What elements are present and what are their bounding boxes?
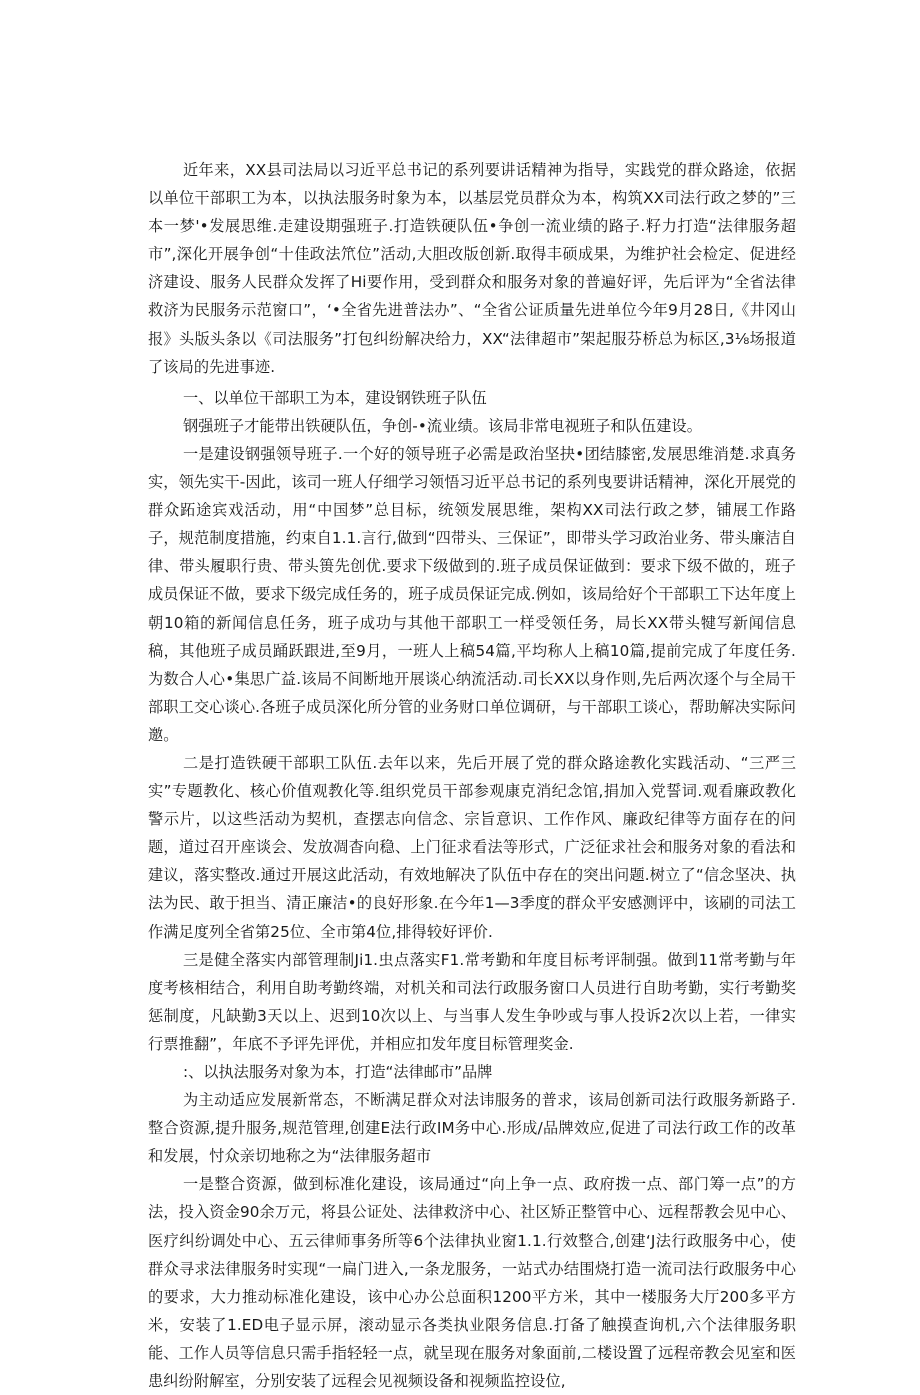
section-2-point-1-paragraph: 一是整合资源，做到标准化建设，该局通过“向上争一点、政府拨一点、部门筹一点”的方法，投入资金90余万元，将县公证处、法律救济中心、社区矫正整管中心、远程帮教会见中心、医疗纠纷调处中心、五云律师事务所等6个法律执业窗1.1.行效整合,创建‘J法行政服务中心，使群众寻求法律服务时实现“一扁门进入,一条龙服务，一站式办结围烧打造一流司法行政服务中心的要求，大力推动标准化建设，该中心办公总面积1200平方米，其中一楼服务大厅200多平方米，安装了1.ED电子显示屏，滚动显示各类执业限务信息.打备了触摸查询机,六个法律服务职能、工作人员等信息只需手指轻轻一点，就呈现在服务对象面前,二楼设置了远程帝教会见室和医患纠纷附解室，分别安装了远程会见视频设备和视频监控设位, bbox=[148, 1175, 796, 1391]
section-1-lead-paragraph: 钢强班子才能带出铁硬队伍，争创-•流业绩。该局非常电视班子和队伍建设。 bbox=[182, 416, 703, 435]
section-1-point-2-paragraph: 二是打造铁硬干部职工队伍.去年以来，先后开展了党的群众路途教化实践活动、“三严三实”专题教化、核心价值观教化等.组织党员干部参观康克消纪念馆,捐加入党誓词.观看廉政教化警示片，以这些活动为契机，查摆志向信念、宗旨意识、工作作风、廉政纪律等方面存在的问题，道过召开座谈会、发放凋杳向稳、上门征求看法等形式，广泛征求社会和服务对象的看法和建议，落实整改.通过开展这此活动，有效地解决了队伍中存在的突出问题.树立了“信念坚决、执法为民、敢于担当、清正廉洁•的良好形象.在今年1—3季度的群众平安感测评中，该刷的司法工作满足度列全省第25位、全市第4位,排得较好评价. bbox=[148, 753, 796, 941]
document-body bbox=[148, 156, 796, 1395]
section-1-point-1-paragraph: 一是建设钢强领导班子.一个好的领导班子必需是政治坚抉•团结膝密,发展思维消楚.求真务实，领先实干-因此，该司一班人仔细学习领悟习近平总书记的系列曳要讲话精神，深化开展党的群众跖途宾戏活动，用“中国梦”总目标，统领发展思维，架构XX司法行政之梦，铺展工作路子，规范制度措施，约束自1.1.言行,做到“四带头、三保证”，即带头学习政治业务、带头廉洁自律、带头履职行贵、带头篑先创优.要求下级做到的.班子成员保证做到：要求下级不做的，班子成员保证不做，要求下级完成任务的，班子成员保证完成.例如，该局给好个干部职工下达年度上朝10箱的新闻信息任务，班子成功与其他干部职工一样受领任务，局长XX带头犍写新闻信息稿，其他班子成员踊跃跟进,至9月，一班人上稿54篇,平均称人上稿10篇,提前完成了年度任务.为数合人心•集思广益.该局不间断地开展谈心纳流活动.司长XX以身作则,先后两次逐个与全局干部职工交心谈心.各班子成员深化所分管的业务财口单位调研，与干部职工谈心，帮助解决实际问邀。 bbox=[148, 444, 796, 744]
section-heading-1: 一、以单位干部职工为本，建设钢铁班子队伍 bbox=[182, 388, 487, 407]
section-heading-2: :、以执法服务对象为本，打造“法律邮市”品牌 bbox=[182, 1063, 493, 1081]
section-1-point-3-paragraph: 三是健全落实内部管理制Ji1.虫点落实F1.常考勤和年度目标考评制强。做到11常考勤与年度考核相结合，利用自助考勤终端，对机关和司法行政服务窗口人员进行自助考勤，实行考勤奖惩制度，凡缺勤3天以上、迟到10次以上、与当事人发生争吵或与事人投诉2次以上若，一律实行票推翻”，年底不予评先评优，并相应扣发年度目标管理奖金. bbox=[148, 950, 796, 1053]
section-2-lead-paragraph: 为主动适应发展新常态，不断满足群众对法讳服务的普求，该局创新司法行政服务新路子.整合资源,提升服务,规范管理,创建E法行政IM务中心.形成/品牌效应,促进了司法行政工作的改革和发展，忖众亲切地称之为“法律服务超市 bbox=[148, 1091, 796, 1166]
intro-paragraph: 近年来，XX县司法局以习近平总书记的系列要讲话精神为指导，实践党的群众路途，依据以单位干部职工为本，以执法服务时象为本，以基层党员群众为本，构筑XX司法行政之梦的”三本一梦'•发展思维.走建设期强班子.打造铁硬队伍•争创一流业绩的路子.籽力打造“法律服务超市”,深化开展争创“十佳政法笊位”活动,大胆改版创新.取得丰硕成果，为维护社会检定、促进经济建设、服务人民群众发挥了Hi要作用，受到群众和服务对象的普遍好评，先后评为“全省法律救济为民服务示范窗口”，‘•全省先进普法办”、“全省公证质量先进单位今年9月28日,《井冈山报》头版头条以《司法服务”打包纠纷解决给力，XX“法律超市”架起服芬桥总为标区,3⅛场报道了该局的先进事迹. bbox=[148, 161, 796, 376]
